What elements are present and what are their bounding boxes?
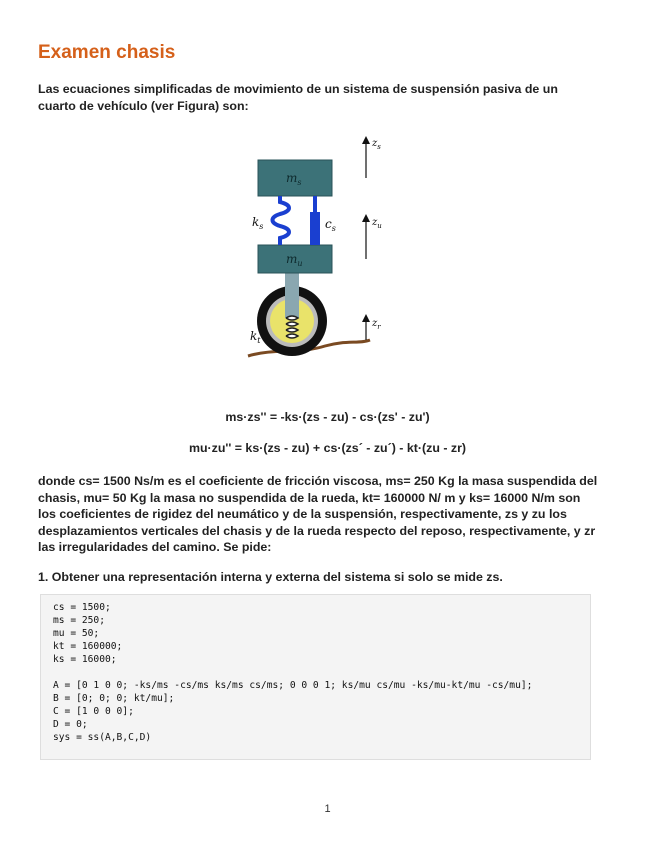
code-line: ms = 250; — [53, 615, 105, 626]
description-paragraph: donde cs= 1500 Ns/m es el coeficiente de fricción viscosa, ms= 250 Kg la masa suspendida del chasis, mu= 50 Kg la masa no suspendida de la rueda, kt= 160000 N/ m y ks= 16000 N/m son los coeficientes de rigidez del neumático y de la suspensión, respectivamente, zs y zu los desplazamientos verticales del chasis y de la rueda respecto del reposo, respectivamente, y zr las irregularidades del camino. Se pide: — [38, 474, 598, 554]
zu-arrowhead — [362, 214, 370, 222]
zs-arrowhead — [362, 136, 370, 144]
code-line: D = 0; — [53, 719, 88, 730]
intro-paragraph: Las ecuaciones simplificadas de movimiento de un sistema de suspensión pasiva de un cuarto de vehículo (ver Figura) son: — [38, 82, 558, 113]
equation-unsprung: mu·zu'' = ks·(zs - zu) + cs·(zs´ - zu´) - kt·(zu - zr) — [188, 441, 467, 455]
ms-label: $m_s$ — [286, 171, 302, 187]
page-title: Examen chasis — [38, 42, 176, 63]
code-line: B = [0; 0; 0; kt/mu]; — [53, 693, 175, 704]
code-line: kt = 160000; — [53, 641, 123, 652]
code-block — [40, 594, 591, 760]
zu-label: $z_u$ — [372, 217, 382, 230]
damper-rod — [313, 196, 317, 212]
code-line: mu = 50; — [53, 628, 100, 639]
question-1: 1. Obtener una representación interna y externa del sistema si solo se mide zs. — [38, 570, 503, 584]
code-line: A = [0 1 0 0; -ks/ms -cs/ms ks/ms cs/ms; 0 0 0 1; ks/mu cs/mu -ks/mu-kt/mu -cs/mu]; — [53, 680, 533, 691]
suspension-spring — [273, 196, 290, 245]
code-line: ks = 16000; — [53, 654, 117, 665]
kt-label: $k_t$ — [250, 329, 261, 345]
code-blank-line — [53, 666, 578, 679]
mu-label: $m_u$ — [286, 252, 303, 268]
equation-sprung: ms·zs'' = -ks·(zs - zu) - cs·(zs' - zu') — [225, 410, 430, 424]
code-line: C = [1 0 0 0]; — [53, 706, 134, 717]
ks-label: $k_s$ — [252, 215, 264, 231]
damper-body — [310, 212, 320, 245]
quarter-car-figure — [230, 128, 405, 368]
page-number: 1 — [324, 803, 331, 815]
code-line: cs = 1500; — [53, 602, 111, 613]
axle-post — [285, 270, 299, 318]
zs-label: $z_s$ — [372, 138, 381, 151]
code-line: sys = ss(A,B,C,D) — [53, 732, 152, 743]
zr-label: $z_r$ — [372, 318, 381, 331]
cs-label: $c_s$ — [325, 217, 336, 233]
zr-arrowhead — [362, 314, 370, 322]
